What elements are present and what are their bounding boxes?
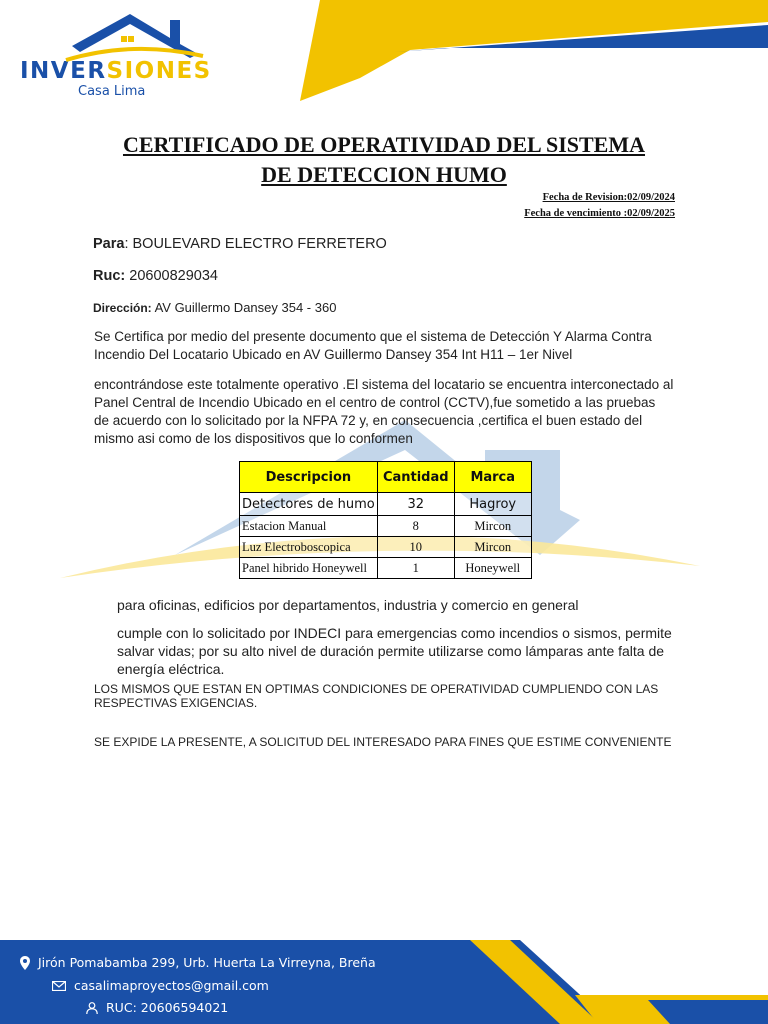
header-marca: Marca: [454, 462, 531, 493]
cell-description: Estacion Manual: [240, 516, 378, 537]
house-logo-icon: [58, 10, 208, 62]
cell-quantity: 1: [377, 558, 454, 579]
footer-address: [20, 955, 376, 970]
ruc-line: [93, 268, 218, 284]
cell-quantity: 8: [377, 516, 454, 537]
cell-brand: Hagroy: [454, 493, 531, 516]
cell-description: Detectores de humo: [240, 493, 378, 516]
revision-date: Fecha de Revision:02/09/2024: [542, 192, 675, 203]
envelope-icon: [52, 981, 66, 991]
table-row: [240, 558, 532, 579]
footer-email-text[interactable]: casalimaproyectos@gmail.com: [74, 978, 269, 993]
brand-subtitle: Casa Lima: [78, 84, 146, 99]
direccion-label: Dirección:: [93, 301, 152, 315]
table-row: [240, 493, 532, 516]
brand-logo: [20, 58, 212, 99]
location-pin-icon: [20, 956, 30, 970]
body-paragraph-5: LOS MISMOS QUE ESTAN EN OPTIMAS CONDICIONES DE OPERATIVIDAD CUMPLIENDO CON LAS RESPECTIVAS EXIGENCIAS.: [94, 682, 659, 710]
devices-table: [239, 461, 532, 579]
direccion-line: [93, 300, 336, 315]
brand-name-part2: SIONES: [106, 58, 212, 84]
para-label: Para: [93, 236, 125, 252]
cell-brand: Mircon: [454, 516, 531, 537]
para-line: [93, 236, 387, 252]
footer-ruc-text: RUC: 20606594021: [106, 1000, 229, 1015]
body-paragraph-1: Se Certifica por medio del presente documento que el sistema de Detección Y Alarma Contra Incendio Del Locatario Ubicado en AV Guillermo Dansey 354 Int H11 – 1er Nivel: [94, 329, 652, 362]
body-paragraph-3: para oficinas, edificios por departamentos, industria y comercio en general: [117, 597, 579, 613]
document-title: [60, 130, 708, 190]
brand-name-part1: INVER: [20, 58, 107, 84]
body-paragraph-6: SE EXPIDE LA PRESENTE, A SOLICITUD DEL INTERESADO PARA FINES QUE ESTIME CONVENIENTE: [94, 735, 672, 749]
table-row: [240, 516, 532, 537]
footer-email: [52, 978, 269, 993]
ruc-label: Ruc:: [93, 268, 126, 284]
title-line1: CERTIFICADO DE OPERATIVIDAD DEL SISTEMA: [122, 132, 646, 157]
direccion-value: AV Guillermo Dansey 354 - 360: [151, 300, 337, 315]
cell-description: Luz Electroboscopica: [240, 537, 378, 558]
cell-description: Panel hibrido Honeywell: [240, 558, 378, 579]
footer-ruc: [86, 1000, 228, 1015]
user-icon: [86, 1002, 98, 1014]
header-cantidad: Cantidad: [377, 462, 454, 493]
cell-brand: Mircon: [454, 537, 531, 558]
dates-block: [524, 190, 675, 222]
expiry-date: Fecha de vencimiento :02/09/2025: [524, 208, 675, 219]
table-row: [240, 537, 532, 558]
body-paragraph-4: cumple con lo solicitado por INDECI para emergencias como incendios o sismos, permite salvar vidas; por su alto nivel de duración permite utilizarse como lámparas ante falta de energía eléctrica.: [117, 625, 672, 677]
footer-address-text: Jirón Pomabamba 299, Urb. Huerta La Virreyna, Breña: [38, 955, 376, 970]
ruc-value: 20600829034: [125, 268, 218, 284]
cell-quantity: 10: [377, 537, 454, 558]
header-descripcion: Descripcion: [240, 462, 378, 493]
para-value: : BOULEVARD ELECTRO FERRETERO: [124, 236, 387, 252]
body-paragraph-2: encontrándose este totalmente operativo .El sistema del locatario se encuentra interconectado al Panel Central de Incendio Ubicado en el centro de control (CCTV),fue sometido a las pruebas de acuerdo con lo solicitado por la NFPA 72 y, en consecuencia ,certifica el buen estado del mismo asi como de los dispositivos que lo conformen: [94, 377, 674, 446]
cell-brand: Honeywell: [454, 558, 531, 579]
cell-quantity: 32: [377, 493, 454, 516]
title-line2: DE DETECCION HUMO: [261, 162, 507, 187]
table-header-row: [240, 462, 532, 493]
